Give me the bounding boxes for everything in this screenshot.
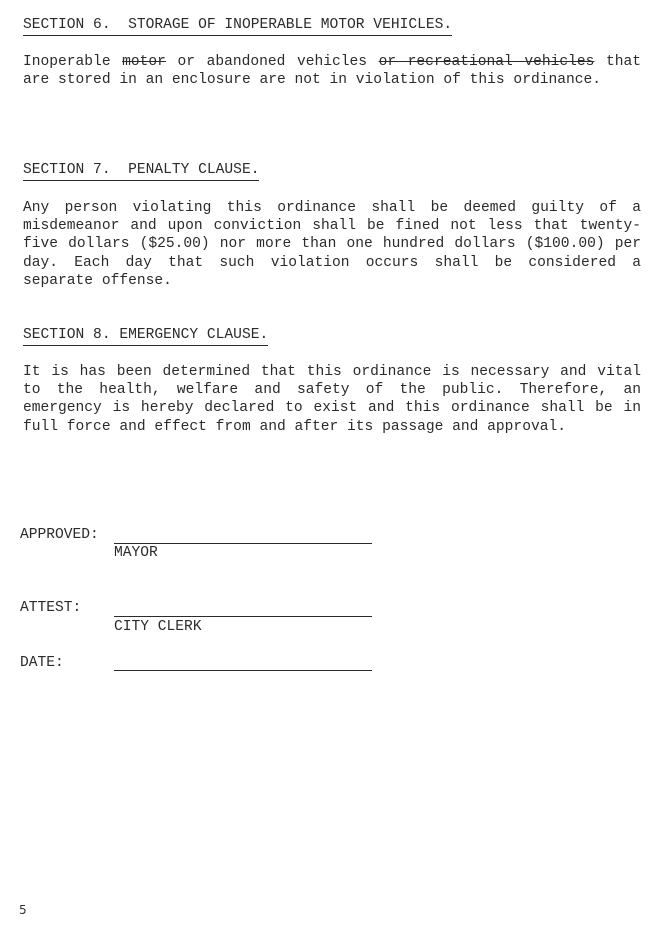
section-6-strike-2: or recreational vehicles: [378, 54, 595, 70]
section-7-heading: SECTION 7. PENALTY CLAUSE.: [23, 162, 259, 181]
page-number: 5: [19, 903, 27, 917]
section-6-text-1: Inoperable: [23, 54, 123, 70]
section-6-body: [23, 53, 641, 89]
approved-label: APPROVED:: [20, 527, 99, 543]
section-8-body: It is has been determined that this ordinance is necessary and vital to the health, welfare and safety of the public. Therefore, an emergency is hereby declared to exist and this ordinance shall be in full force and effect from and after its passage and approval.: [23, 364, 641, 435]
section-6-strike-1: motor: [122, 54, 166, 70]
mayor-signature-line: [114, 543, 372, 544]
date-line: [114, 670, 372, 671]
section-8-heading: SECTION 8. EMERGENCY CLAUSE.: [23, 327, 268, 346]
section-6-text-3: that are stored in an enclosure are not in violation of this ordinance.: [23, 54, 641, 89]
attest-label: ATTEST:: [20, 600, 82, 616]
section-7-body: Any person violating this ordinance shall be deemed guilty of a misdemeanor and upon conviction shall be fined not less that twenty-five dollars ($25.00) nor more than one hundred dollars ($100.00) per day. Each day that such violation occurs shall be considered a separate offense.: [23, 200, 641, 289]
city-clerk-signature-line: [114, 616, 372, 617]
section-6-heading: SECTION 6. STORAGE OF INOPERABLE MOTOR VEHICLES.: [23, 17, 452, 36]
section-6-text-2: or abandoned vehicles: [165, 54, 379, 70]
date-label: DATE:: [20, 655, 64, 671]
mayor-caption: MAYOR: [114, 545, 158, 561]
city-clerk-caption: CITY CLERK: [114, 619, 202, 635]
